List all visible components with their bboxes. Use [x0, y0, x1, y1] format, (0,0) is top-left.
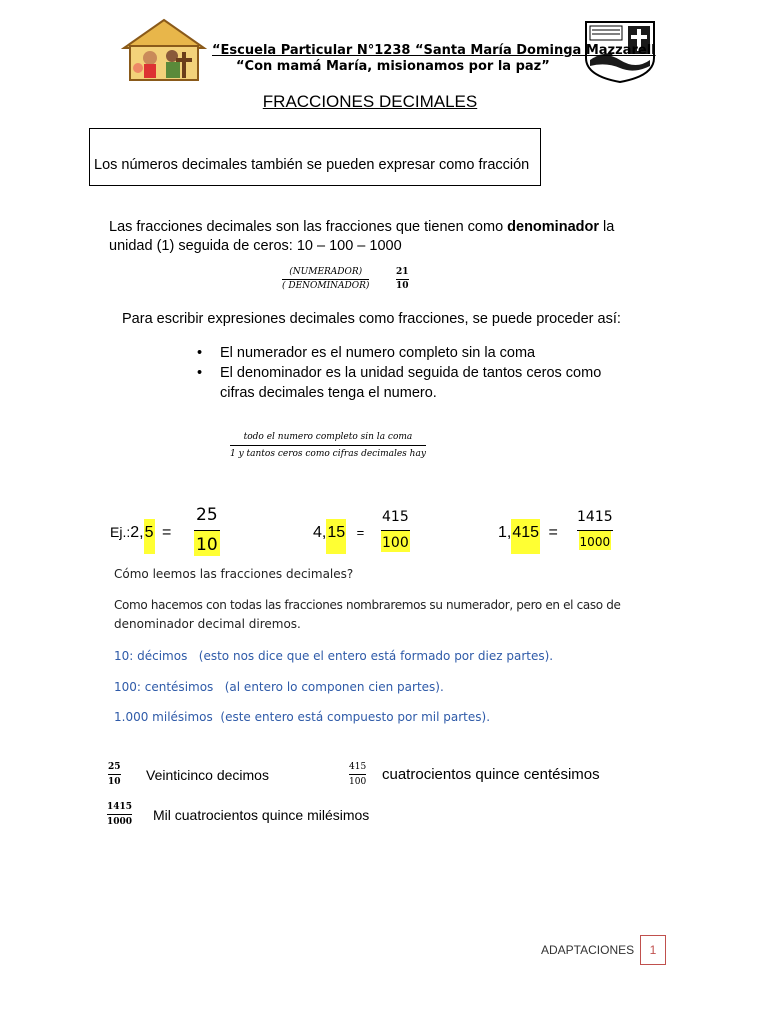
- procedure-lead: Para escribir expresiones decimales como fracciones, se puede proceder así:: [122, 311, 621, 327]
- definition-line-2: unidad (1) seguida de ceros: 10 – 100 – 1000: [109, 238, 402, 254]
- template-example-numerator: 21: [396, 267, 409, 277]
- example-2-int: 4,: [313, 524, 327, 541]
- name-1-numerator: 25: [108, 762, 121, 772]
- school-motto: “Con mamá María, misionamos por la paz”: [236, 59, 550, 74]
- name-2-numerator: 415: [349, 762, 367, 772]
- bullet-text: El numerador es el numero completo sin la coma: [220, 345, 536, 361]
- definition-line-1: [109, 218, 614, 237]
- definition-bold: denominador: [507, 219, 599, 235]
- example-3-denominator: 1000: [579, 531, 612, 550]
- example-2-decimal: [313, 524, 364, 554]
- name-1-fraction: [108, 763, 121, 787]
- name-1-denominator: 10: [108, 777, 121, 787]
- example-3-equals: =: [548, 524, 558, 541]
- name-2-text: cuatrocientos quince centésimos: [382, 766, 600, 783]
- page-number: 1: [649, 943, 657, 957]
- formula-fraction: [230, 433, 426, 459]
- example-1-denominator: 10: [194, 531, 220, 556]
- bullet-icon: •: [197, 365, 203, 381]
- intro-box: [89, 128, 541, 186]
- reading-explanation-2: denominador decimal diremos.: [114, 617, 301, 631]
- bullet-item: [197, 343, 601, 363]
- example-1-fraction: [194, 507, 220, 556]
- name-3-denominator: 1000: [107, 817, 133, 827]
- name-3-fraction: [107, 803, 132, 827]
- example-2-denominator: 100: [381, 531, 410, 552]
- example-2-numerator: 415: [382, 509, 409, 525]
- template-example-fraction: [396, 268, 409, 291]
- school-name: “Escuela Particular N°1238 “Santa María Dominga Mazzarell: [212, 43, 656, 58]
- reading-explanation-1: Como hacemos con todas las fracciones nombraremos su numerador, pero en el caso de: [114, 598, 621, 612]
- name-3-numerator: 1415: [107, 802, 133, 812]
- example-label: Ej.:: [110, 524, 131, 540]
- example-2-fraction: [381, 510, 410, 552]
- bullet-item: [197, 363, 601, 383]
- formula-numerator: todo el numero completo sin la coma: [243, 432, 413, 442]
- example-2-equals: =: [356, 525, 365, 540]
- bullet-item-continuation: cifras decimales tenga el numero.: [220, 385, 437, 401]
- example-3-dec: 415: [511, 519, 540, 554]
- template-example-denominator: 10: [396, 281, 409, 291]
- formula-denominator: 1 y tantos ceros como cifras decimales hay: [230, 449, 426, 459]
- example-1-numerator: 25: [196, 505, 218, 525]
- page-number-box: [640, 935, 666, 965]
- example-1-int: 2,: [130, 524, 144, 541]
- name-1-text: Veinticinco decimos: [146, 767, 269, 783]
- reading-line-10: 10: décimos (esto nos dice que el entero está formado por diez partes).: [114, 649, 554, 663]
- example-1-dec: 5: [144, 519, 156, 554]
- example-3-fraction: [577, 510, 613, 550]
- definition-text-a: Las fracciones decimales son las fracciones que tienen como: [109, 219, 508, 235]
- intro-box-text: Los números decimales también se pueden expresar como fracción: [94, 157, 530, 173]
- procedure-list: [197, 343, 601, 403]
- name-2-fraction: [349, 763, 366, 787]
- example-3-int: 1,: [498, 524, 512, 541]
- template-numerator: (NUMERADOR): [289, 267, 363, 277]
- page-title: FRACCIONES DECIMALES: [262, 92, 478, 111]
- reading-question: Cómo leemos las fracciones decimales?: [114, 567, 354, 581]
- example-2-dec: 15: [326, 519, 346, 554]
- footer-label: ADAPTACIONES: [541, 943, 635, 957]
- example-1-equals: =: [161, 524, 172, 541]
- example-1-decimal: [110, 524, 171, 554]
- template-denominator: ( DENOMINADOR): [282, 281, 370, 291]
- template-fraction: [282, 268, 369, 291]
- example-3-decimal: [498, 524, 558, 554]
- bullet-text: El denominador es la unidad seguida de tantos ceros como: [220, 365, 602, 381]
- name-2-denominator: 100: [349, 777, 367, 787]
- definition-paragraph: [109, 218, 614, 256]
- example-3-numerator: 1415: [577, 509, 613, 525]
- bullet-icon: •: [197, 345, 203, 361]
- reading-line-100: 100: centésimos (al entero lo componen cien partes).: [114, 680, 444, 694]
- school-logo-left: [120, 18, 208, 82]
- name-3-text: Mil cuatrocientos quince milésimos: [153, 807, 370, 823]
- reading-line-1000: 1.000 milésimos (este entero está compuesto por mil partes).: [114, 710, 491, 724]
- definition-text-b: la: [599, 219, 615, 235]
